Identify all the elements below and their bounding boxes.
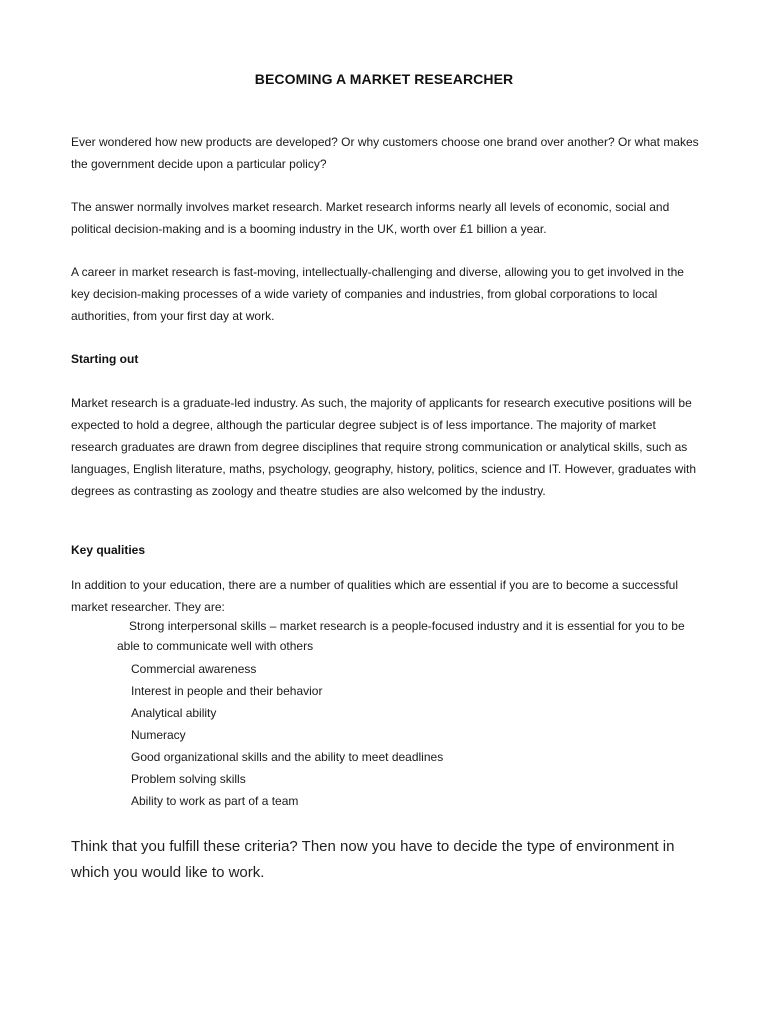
list-item bbox=[0, 658, 768, 680]
intro-paragraph-2: The answer normally involves market research. Market research informs nearly all levels of economic, social and political decision-making and is a booming industry in the UK, worth over £1 billion a year. bbox=[71, 200, 670, 236]
intro-paragraph-1: Ever wondered how new products are developed? Or why customers choose one brand over another? Or what makes the government decide upon a particular policy? bbox=[71, 135, 699, 171]
intro-paragraph-3: A career in market research is fast-moving, intellectually-challenging and diverse, allowing you to get involved in the key decision-making processes of a wide variety of companies and industries, from global corporations to local authorities, from your first day at work. bbox=[71, 265, 684, 323]
starting-out-paragraph: Market research is a graduate-led industry. As such, the majority of applicants for research executive positions will be expected to hold a degree, although the particular degree subject is of less importance. The majority of market research graduates are drawn from degree disciplines that require strong communication or analytical skills, such as languages, English literature, maths, psychology, geography, history, politics, science and IT. However, graduates with degrees as contrasting as zoology and theatre studies are also welcomed by the industry. bbox=[71, 396, 696, 498]
list-item bbox=[0, 724, 768, 746]
closing-paragraph: Think that you fulfill these criteria? Then now you have to decide the type of environment in which you would like to work. bbox=[71, 838, 675, 881]
list-item-text: Problem solving skills bbox=[131, 772, 246, 786]
section-heading-key-qualities: Key qualities bbox=[71, 543, 146, 557]
list-item-text: Analytical ability bbox=[131, 706, 217, 720]
document-title: BECOMING A MARKET RESEARCHER bbox=[254, 71, 514, 87]
list-item-text: Numeracy bbox=[131, 728, 186, 742]
list-item bbox=[0, 680, 768, 702]
list-item bbox=[0, 616, 768, 658]
section-heading-starting-out: Starting out bbox=[71, 352, 139, 366]
list-item-text: Interest in people and their behavior bbox=[131, 684, 323, 698]
list-item-text: Strong interpersonal skills – market research is a people-focused industry and it is essential for you to be bbox=[129, 619, 685, 633]
qualities-list bbox=[0, 616, 768, 812]
list-item bbox=[0, 768, 768, 790]
list-item bbox=[0, 702, 768, 724]
list-item-text: Ability to work as part of a team bbox=[131, 794, 299, 808]
list-item-text-continued: able to communicate well with others bbox=[117, 639, 314, 653]
key-qualities-intro: In addition to your education, there are a number of qualities which are essential if you are to become a successful market researcher. They are: bbox=[71, 578, 679, 614]
list-item-text: Good organizational skills and the ability to meet deadlines bbox=[131, 750, 444, 764]
list-item-text: Commercial awareness bbox=[131, 662, 257, 676]
list-item bbox=[0, 790, 768, 812]
list-item bbox=[0, 746, 768, 768]
